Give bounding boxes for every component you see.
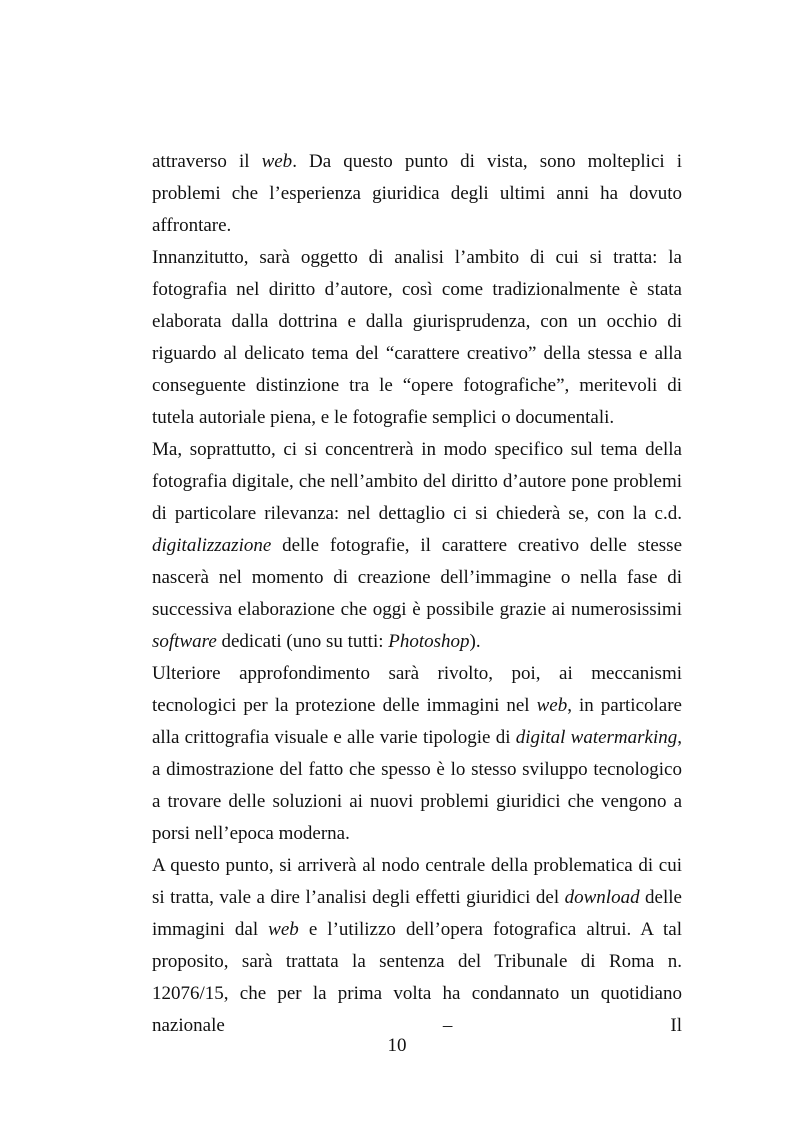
- text-run: Ma, soprattutto, ci si concentrerà in modo specifico sul tema della fotografia digitale, che nell’ambito del diritto d’autore pone problemi di particolare rilevanza: nel dettaglio ci si chiederà se, con la c.d.: [152, 439, 682, 524]
- text-run: attraverso il: [152, 151, 262, 172]
- paragraph-4: [152, 658, 682, 850]
- paragraph-3: [152, 434, 682, 658]
- italic-term: download: [564, 887, 640, 908]
- italic-term: web: [268, 919, 299, 940]
- paragraph-1: [152, 146, 682, 242]
- text-run: A questo punto, si arriverà al nodo centrale della problematica di cui si tratta, vale a dire l’analisi degli effetti giuridici del: [152, 855, 682, 908]
- paragraph-2: [152, 242, 682, 434]
- italic-term: web: [536, 695, 568, 716]
- italic-term: digitalizzazione: [152, 535, 272, 556]
- text-run: , in particolare alla crittografia visuale e alle varie tipologie di: [152, 695, 682, 748]
- body-text: [152, 146, 682, 1042]
- italic-term: web: [261, 151, 293, 172]
- page-number: 10: [387, 1035, 407, 1056]
- italic-term: Photoshop: [388, 631, 470, 652]
- text-run: Ulteriore approfondimento sarà rivolto, poi, ai meccanismi tecnologici per la protezione delle immagini nel: [152, 663, 682, 716]
- paragraph-5: [152, 850, 682, 1042]
- italic-term: software: [152, 631, 217, 652]
- italic-term: digital watermarking: [515, 727, 678, 748]
- text-run: ).: [469, 631, 481, 652]
- text-run: delle immagini dal: [152, 887, 682, 940]
- text-run: , a dimostrazione del fatto che spesso è lo stesso sviluppo tecnologico a trovare delle soluzioni ai nuovi problemi giuridici che vengono a porsi nell’epoca moderna.: [152, 727, 682, 844]
- text-run: dedicati (uno su tutti:: [216, 631, 389, 652]
- text-run: e l’utilizzo dell’opera fotografica altrui. A tal proposito, sarà trattata la sentenza del Tribunale di Roma n. 12076/15, che per la prima volta ha condannato un quotidiano nazionale – Il: [152, 919, 682, 1036]
- text-run: Innanzitutto, sarà oggetto di analisi l’ambito di cui si tratta: la fotografia nel diritto d’autore, così come tradizionalmente è stata elaborata dalla dottrina e dalla giurisprudenza, con un occhio di riguardo al delicato tema del “carattere creativo” della stessa e alla conseguente distinzione tra le “opere fotografiche”, meritevoli di tutela autoriale piena, e le fotografie semplici o documentali.: [152, 247, 682, 428]
- text-run: delle fotografie, il carattere creativo delle stesse nascerà nel momento di creazione dell’immagine o nella fase di successiva elaborazione che oggi è possibile grazie ai numerosissimi: [152, 535, 682, 620]
- text-run: . Da questo punto di vista, sono molteplici i problemi che l’esperienza giuridica degli ultimi anni ha dovuto affrontare.: [152, 151, 683, 236]
